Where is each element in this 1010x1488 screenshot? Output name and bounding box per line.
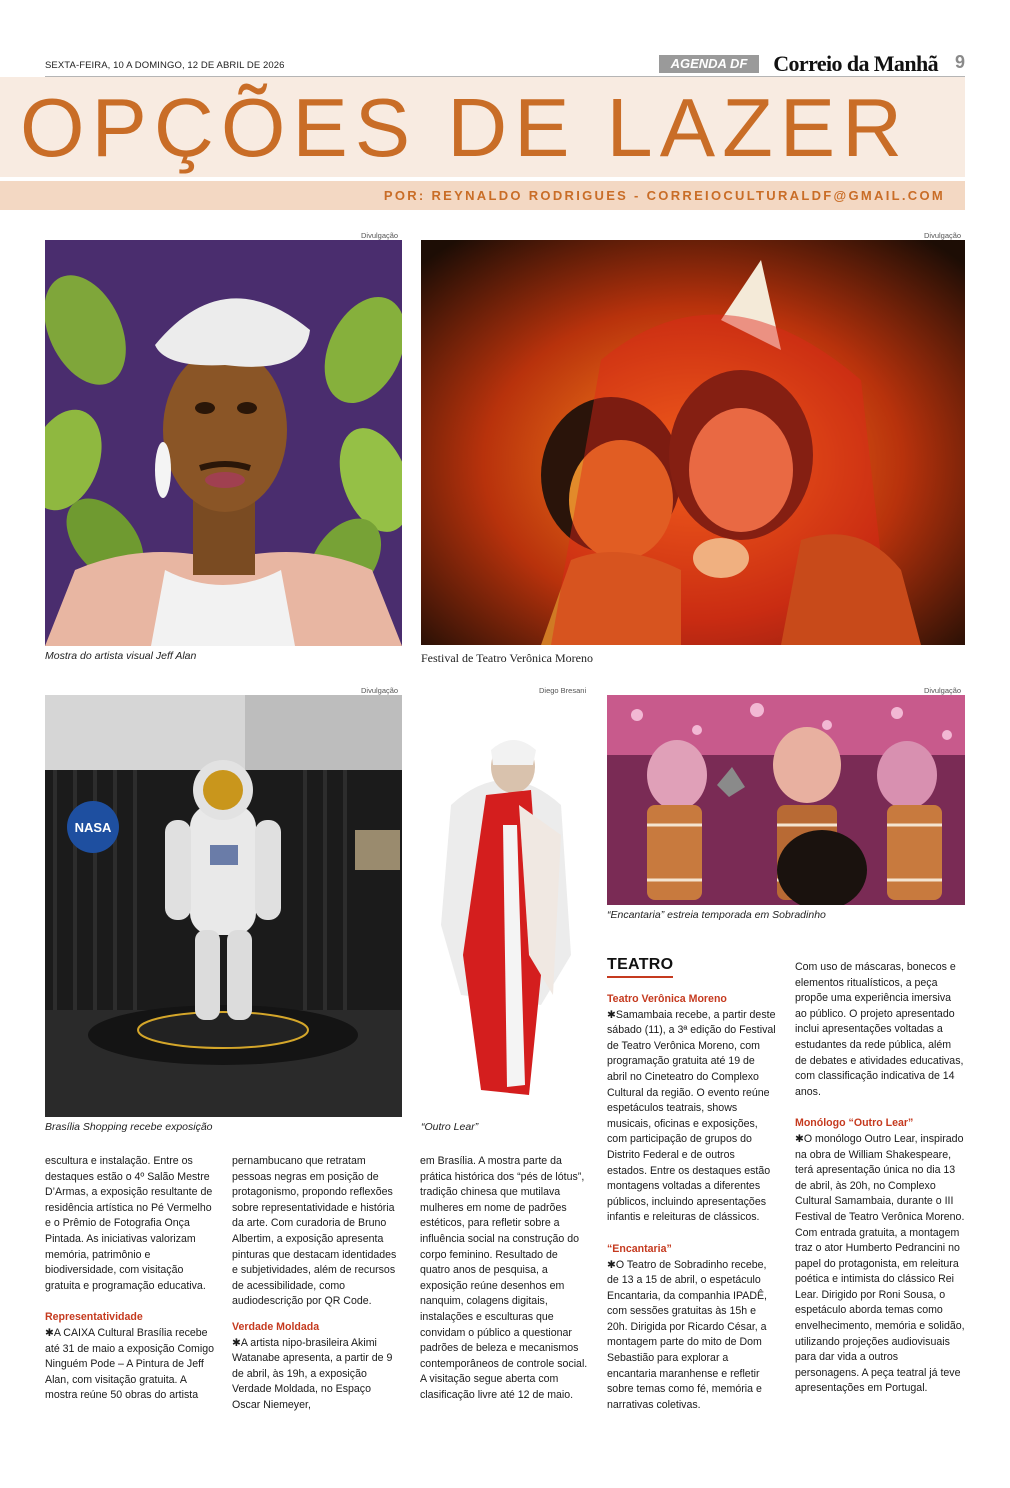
photo-festival-teatro	[421, 240, 965, 645]
byline-bar	[0, 181, 965, 210]
paragraph: Com uso de máscaras, bonecos e elementos ritualísticos, a peça propõe uma experiência imersiva ao público. O projeto apresentado inclui apresentações voltadas a estudantes da rede pública, além de debates e atividades educativas, com classificação indicativa de 14 anos.	[795, 961, 964, 1098]
subheading-representatividade: Representatividade	[45, 1311, 143, 1324]
paragraph: ✱O Teatro de Sobradinho recebe, de 13 a 15 de abril, o espetáculo Encantaria, da companhia IPADÊ, com sessões gratuitas às 15h e 20h. Dirigida por Ricardo César, a montagem parte do mito de Dom Sebastião para explorar a encantaria maranhense e refletir sobre temas como fé, memória e narrativas coletivas.	[607, 1258, 767, 1411]
photo-encantaria	[607, 695, 965, 905]
subheading-encantaria: “Encantaria”	[607, 1242, 672, 1255]
newspaper-logo: Correio da Manhã	[773, 51, 938, 76]
dateline: SEXTA-FEIRA, 10 A DOMINGO, 12 DE ABRIL DE 2026	[45, 60, 285, 71]
encantaria-illustration	[607, 695, 965, 905]
photo-caption: Brasília Shopping recebe exposição	[45, 1121, 213, 1133]
byline: POR: REYNALDO RODRIGUES - CORREIOCULTURALDF@GMAIL.COM	[383, 188, 945, 203]
paragraph: pernambucano que retratam pessoas negras em posição de protagonismo, propondo reflexões sobre representatividade e história da arte. Com curadoria de Bruno Albertim, a exposição apresenta pinturas que destacam identidades e subjetividades, além de recursos de acessibilidade, como audiodescrição por QR Code.	[232, 1155, 397, 1308]
section-banner	[0, 77, 965, 177]
theatre-illustration	[421, 240, 965, 645]
paragraph: ✱Samambaia recebe, a partir deste sábado (11), a 3ª edição do Festival de Teatro Verônica Moreno, com programação gratuita até 19 de abril no Cineteatro do Complexo Cultural da região. O evento reúne espetáculos teatrais, shows musicais, oficinas e exposições, com participação de grupos do Distrito Federal e de outros estados. Entre os destaques estão montagens voltadas a diferentes públicos, incluindo apresentações infantis e releituras de clássicos.	[607, 1008, 776, 1224]
photo-outro-lear	[421, 695, 589, 1117]
article-column-2	[232, 1154, 402, 1454]
paragraph: ✱A artista nipo-brasileira Akimi Watanabe apresenta, a partir de 9 de abril, às 19h, a exposição Verdade Moldada, no Espaço Oscar Niemeyer,	[232, 1336, 393, 1411]
article-column-1	[45, 1154, 215, 1454]
photo-caption: Festival de Teatro Verônica Moreno	[421, 651, 594, 665]
photo-caption: “Outro Lear”	[421, 1121, 479, 1133]
outro-lear-illustration	[421, 695, 589, 1117]
photo-caption: “Encantaria” estreia temporada em Sobradinho	[607, 909, 826, 921]
subheading-teatro-veronica-moreno: Teatro Verônica Moreno	[607, 993, 727, 1005]
photo-jeff-alan-painting	[45, 240, 402, 646]
nasa-flag-text: NASA	[74, 820, 112, 835]
section-heading-teatro: TEATRO	[607, 956, 673, 978]
photo-credit: Diego Bresani	[539, 686, 587, 695]
paragraph: ✱A CAIXA Cultural Brasília recebe até 31 de maio a exposição Comigo Ninguém Pode – A Pintura de Jeff Alan, com visitação gratuita. A mostra reúne 50 obras do artista	[45, 1326, 215, 1402]
section-tag: AGENDA DF	[659, 55, 759, 73]
photo-credit: Divulgação	[361, 231, 399, 240]
paragraph: ✱O monólogo Outro Lear, inspirado na obra de William Shakespeare, terá apresentação única no dia 13 de abril, às 20h, no Complexo Cultural Samambaia, durante o III Festival de Teatro Verônica Moreno. Com entrada gratuita, a montagem traz o ator Humberto Pedrancini no papel do protagonista, em releitura poética e intimista do clássico Rei Lear. Dirigido por Roni Sousa, o espetáculo aborda temas como envelhecimento, memória e solidão, utilizando projeções audiovisuais para dar vida a outros personagens. A peça teatral já teve apresentações em Portugal.	[795, 1132, 965, 1395]
astronaut-illustration	[45, 695, 402, 1117]
subheading-monologo-outro-lear: Monólogo “Outro Lear”	[795, 1117, 914, 1130]
photo-caption: Mostra do artista visual Jeff Alan	[45, 650, 197, 662]
article-column-4	[607, 992, 777, 1452]
photo-credit: Divulgação	[924, 231, 962, 240]
article-column-5	[795, 960, 965, 1452]
article-column-3	[420, 1154, 590, 1454]
page-number: 9	[954, 52, 965, 72]
photo-astronaut-exhibit	[45, 695, 402, 1117]
subheading-verdade-moldada: Verdade Moldada	[232, 1320, 320, 1333]
painting-illustration	[45, 240, 402, 646]
photo-credit: Divulgação	[924, 686, 962, 695]
paragraph: escultura e instalação. Entre os destaques estão o 4º Salão Mestre D’Armas, a exposição resultante de residência artística no Pé Vermelho e o Prêmio de Fotografia Onça Pintada. As iniciativas valorizam memória, patrimônio e biodiversidade, com visitação gratuita e programação educativa.	[45, 1155, 213, 1292]
page-title: OPÇÕES DE LAZER	[20, 81, 910, 174]
page-header	[45, 51, 965, 77]
photo-credit: Divulgação	[361, 686, 399, 695]
paragraph: em Brasília. A mostra parte da prática histórica dos “pés de lótus”, tradição chinesa que mutilava mulheres em nome de padrões estéticos, para refletir sobre a influência social na construção do corpo feminino. Resultado de quatro anos de pesquisa, a exposição reúne desenhos em nanquim, colagens digitais, instalações e esculturas que convidam o público a questionar padrões de beleza e mecanismos contemporâneos de controle social. A visitação segue aberta com clasificação livre até 12 de maio.	[420, 1155, 588, 1401]
